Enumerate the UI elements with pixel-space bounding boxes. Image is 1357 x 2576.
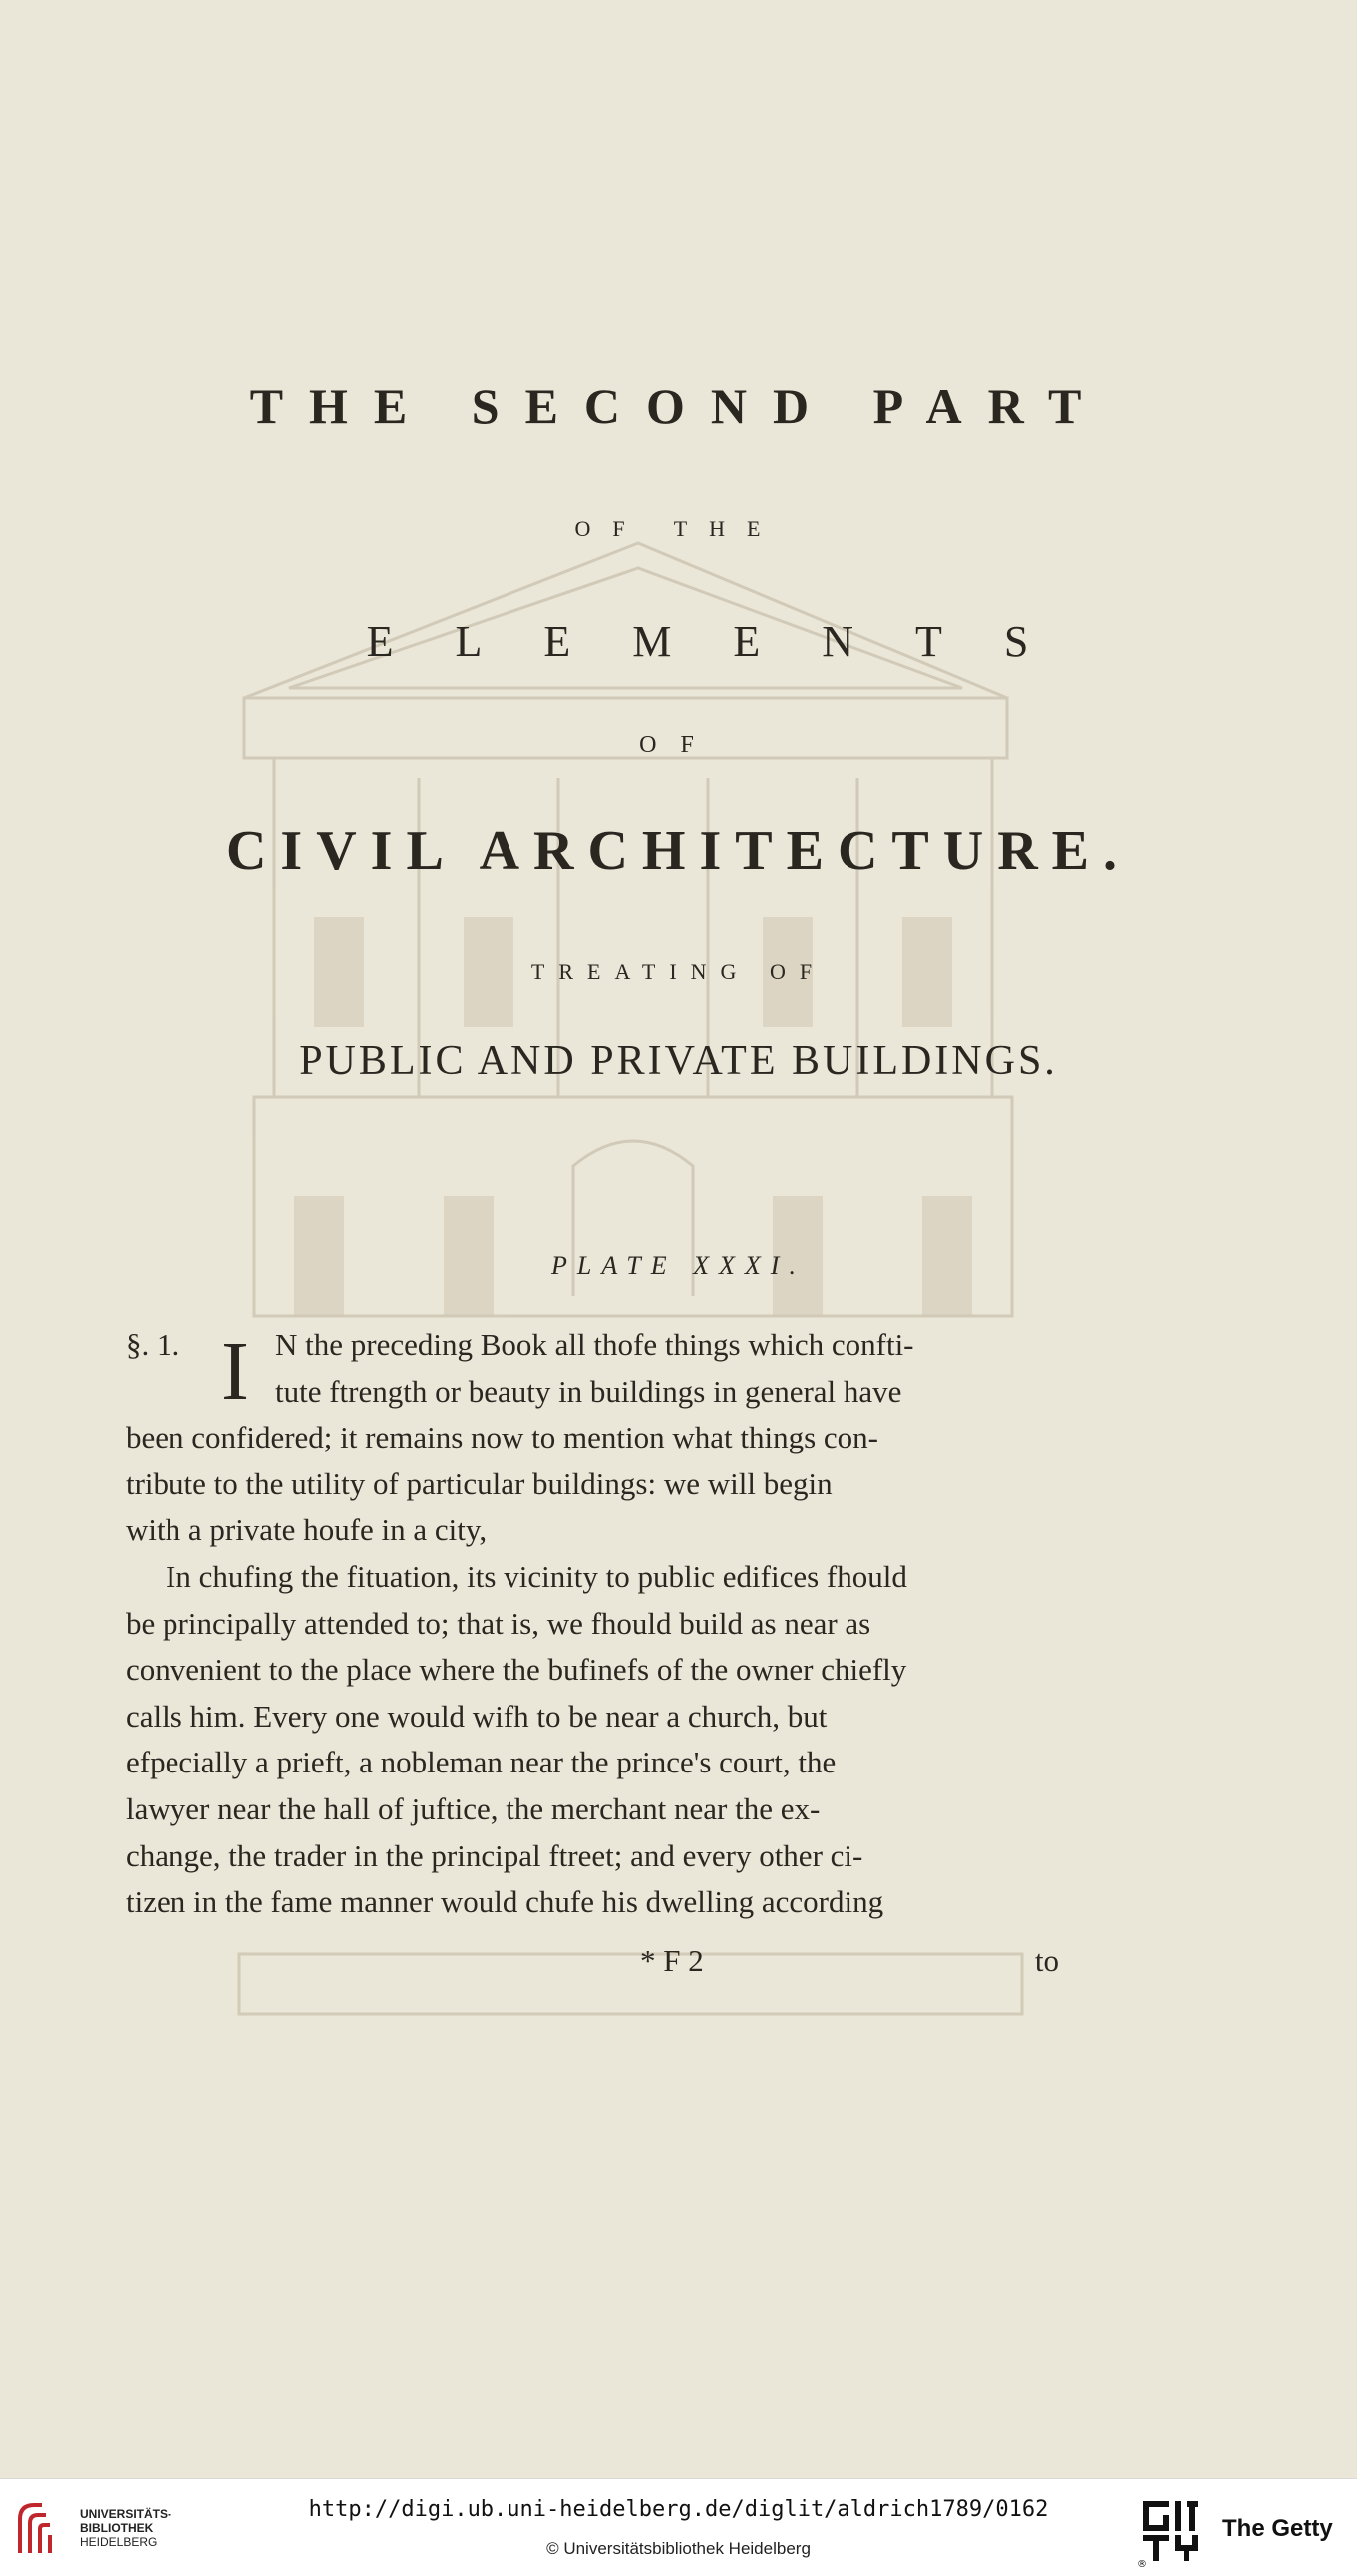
text-line	[126, 1786, 1059, 1833]
first-paragraph-opening	[126, 1322, 1059, 1418]
text-line	[126, 1879, 1059, 1926]
getty-logo-icon[interactable]	[1141, 2499, 1200, 2563]
library-name-line: BIBLIOTHEK	[80, 2521, 154, 2535]
library-name-line: HEIDELBERG	[80, 2535, 158, 2549]
viewer-footer	[0, 2478, 1357, 2576]
text-line-content: tribute to the utility of particular buildings: we will begin	[126, 1465, 833, 1501]
text-line-content: convenient to the place where the bufinefs of the owner chiefly	[126, 1652, 907, 1688]
text-line-content: tute ftrength or beauty in buildings in general have	[275, 1373, 902, 1409]
catchword: to	[1034, 1943, 1059, 1978]
elements-title: ELEMENTS	[366, 617, 1091, 666]
civil-architecture-title: CIVIL ARCHITECTURE.	[225, 820, 1132, 882]
treating-of-label: TREATING OF	[530, 959, 827, 984]
text-line	[126, 1601, 1059, 1648]
text-line-content: with a private houfe in a city,	[126, 1512, 488, 1548]
text-line	[126, 1740, 1059, 1786]
partner-name: The Getty	[1222, 2515, 1333, 2542]
text-line-content: In chufing the fituation, its vicinity to public edifices fhould	[166, 1558, 907, 1594]
registered-mark: ®	[1137, 2559, 1147, 2570]
text-line-content: tizen in the fame manner would chufe his dwelling according	[126, 1884, 884, 1920]
text-line	[126, 1415, 1059, 1461]
text-line-content: calls him. Every one would wifh to be near a church, but	[126, 1698, 828, 1734]
text-line	[126, 1461, 1059, 1508]
permalink-url[interactable]: http://digi.ub.uni-heidelberg.de/diglit/aldrich1789/0162	[308, 2497, 1049, 2522]
copyright-notice: © Universitätsbibliothek Heidelberg	[546, 2539, 811, 2558]
part-title: THE SECOND PART	[249, 378, 1108, 434]
text-line	[126, 1554, 1059, 1601]
text-line-content: change, the trader in the principal ftreet; and every other ci-	[126, 1837, 863, 1873]
text-line	[126, 1507, 1059, 1554]
text-line-content: lawyer near the hall of juftice, the merchant near the ex-	[126, 1790, 821, 1826]
of-label: OF	[639, 732, 718, 758]
of-the-label: OF THE	[574, 516, 783, 541]
body-text	[126, 1322, 1059, 1926]
plate-label: PLATE XXXI.	[551, 1251, 806, 1280]
text-line	[126, 1694, 1059, 1741]
text-line-content: been confidered; it remains now to mention what things con-	[126, 1420, 879, 1455]
text-line	[126, 1322, 1059, 1369]
text-line-content: be principally attended to; that is, we fhould build as near as	[126, 1605, 871, 1641]
library-name-line: UNIVERSITÄTS-	[80, 2507, 172, 2521]
signature-mark: * F 2	[640, 1943, 704, 1978]
drop-cap: I	[221, 1325, 249, 1418]
text-line-content: N the preceding Book all thofe things which confti-	[275, 1327, 914, 1362]
text-line	[126, 1833, 1059, 1880]
text-line-content: efpecially a prieft, a nobleman near the prince's court, the	[126, 1745, 837, 1780]
subject-title: PUBLIC AND PRIVATE BUILDINGS.	[299, 1038, 1058, 1084]
text-line	[126, 1369, 1059, 1416]
page-foot	[126, 1943, 1059, 1989]
text-line	[126, 1647, 1059, 1694]
section-mark: §. 1.	[126, 1327, 180, 1362]
